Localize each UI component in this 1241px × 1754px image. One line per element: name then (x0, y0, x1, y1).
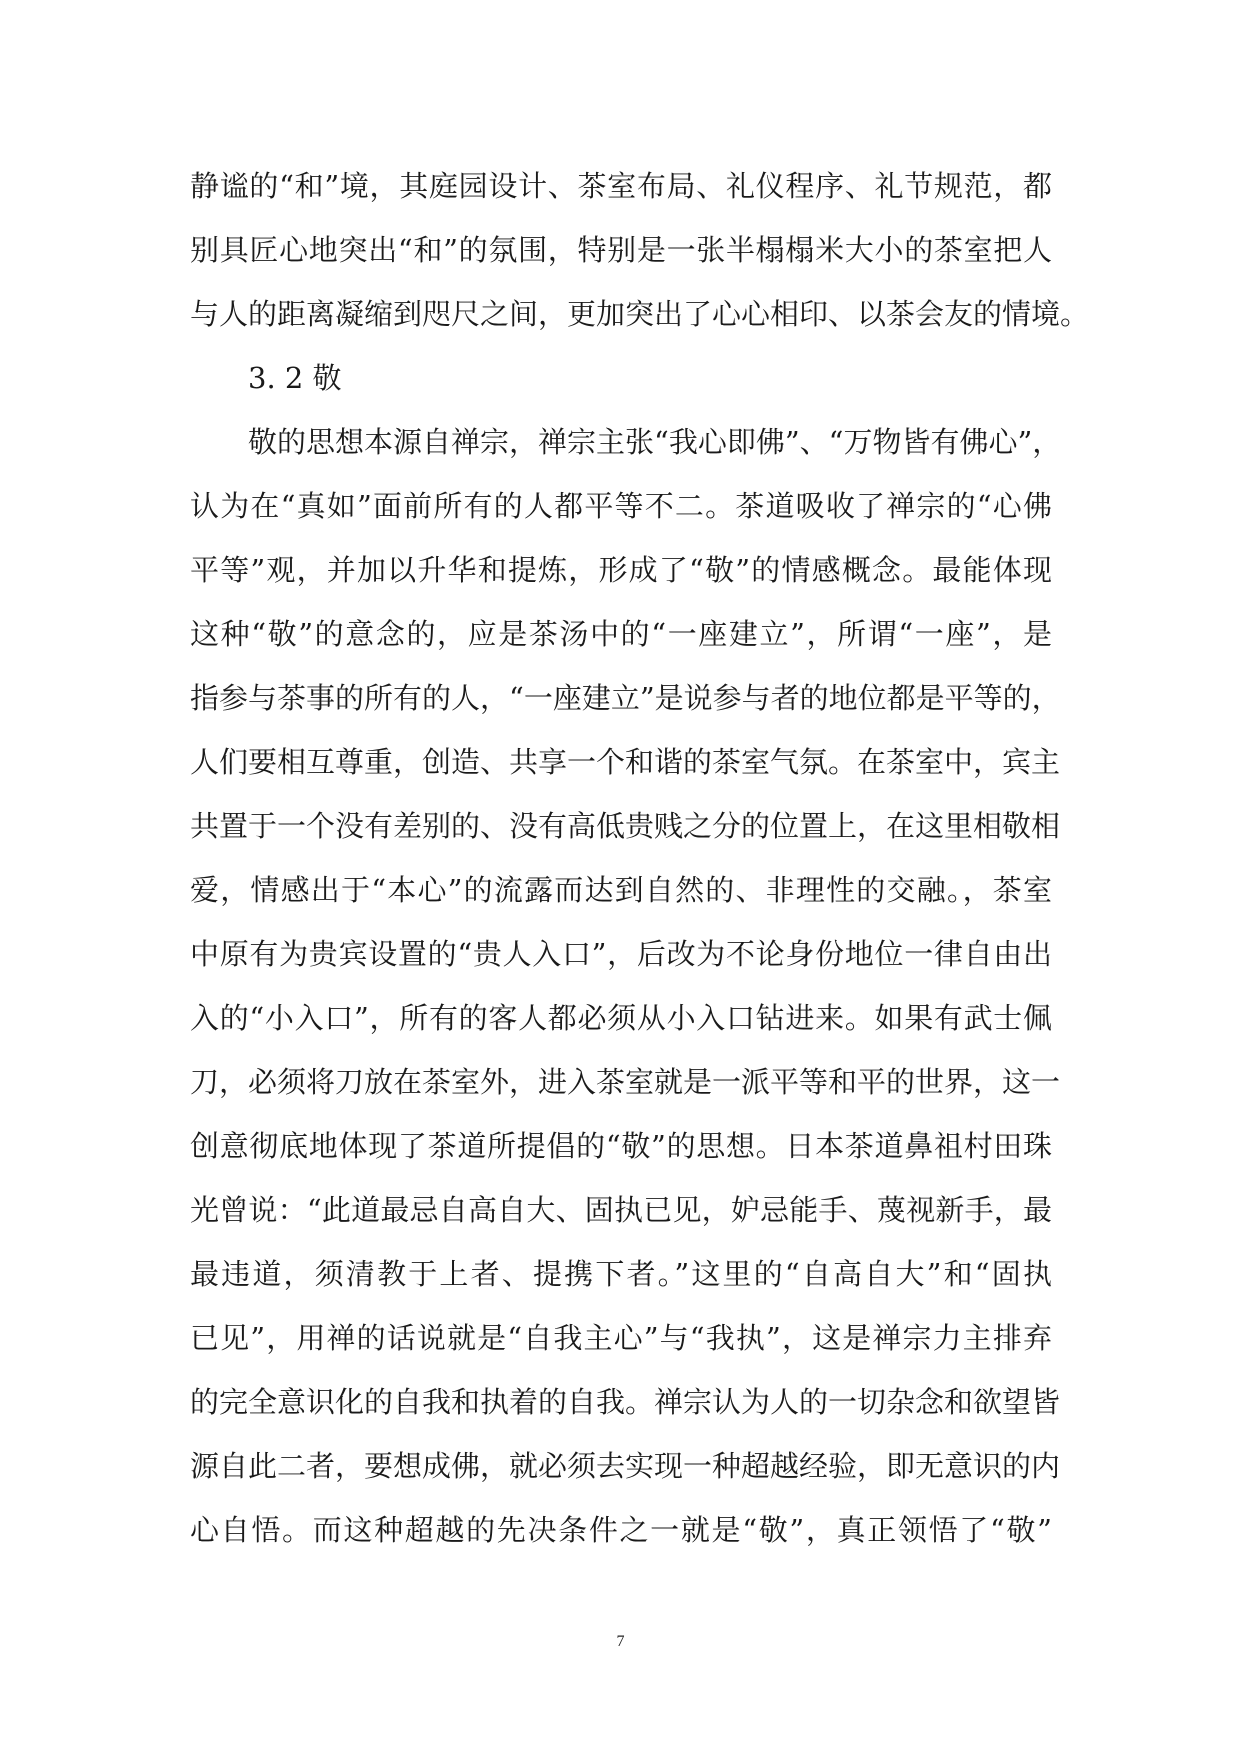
text-line: 已见”，用禅的话说就是“自我主心”与“我执”，这是禅宗力主排弃 (190, 1321, 1052, 1355)
text-line: 中原有为贵宾设置的“贵人入口”，后改为不论身份地位一律自由出 (190, 937, 1052, 971)
text-line: 认为在“真如”面前所有的人都平等不二。茶道吸收了禅宗的“心佛 (190, 489, 1052, 523)
body-text (190, 158, 1090, 1566)
text-line: 与人的距离凝缩到咫尺之间，更加突出了心心相印、以茶会友的情境。 (190, 297, 1090, 331)
text-line: 刀，必须将刀放在茶室外，进入茶室就是一派平等和平的世界，这一 (190, 1065, 1061, 1099)
text-line: 平等”观，并加以升华和提炼，形成了“敬”的情感概念。最能体现 (190, 553, 1052, 587)
text-line: 光曾说：“此道最忌自高自大、固执已见，妒忌能手、蔑视新手，最 (190, 1193, 1052, 1227)
text-line: 人们要相互尊重，创造、共享一个和谐的茶室气氛。在茶室中，宾主 (190, 745, 1061, 779)
text-line: 敬的思想本源自禅宗，禅宗主张“我心即佛”、“万物皆有佛心”， (248, 425, 1062, 459)
text-line: 心自悟。而这种超越的先决条件之一就是“敬”，真正领悟了“敬” (190, 1513, 1052, 1547)
text-line: 创意彻底地体现了茶道所提倡的“敬”的思想。日本茶道鼻祖村田珠 (190, 1129, 1052, 1163)
text-line: 最违道，须清教于上者、提携下者。”这里的“自高自大”和“固执 (190, 1257, 1052, 1291)
text-line: 指参与茶事的所有的人，“一座建立”是说参与者的地位都是平等的， (190, 681, 1061, 715)
text-line: 共置于一个没有差别的、没有高低贵贱之分的位置上，在这里相敬相 (190, 809, 1061, 843)
text-line: 静谧的“和”境，其庭园设计、茶室布局、礼仪程序、礼节规范，都 (190, 169, 1052, 203)
text-line: 别具匠心地突出“和”的氛围，特别是一张半榻榻米大小的茶室把人 (190, 233, 1052, 267)
text-line: 源自此二者，要想成佛，就必须去实现一种超越经验，即无意识的内 (190, 1449, 1061, 1483)
text-line: 这种“敬”的意念的，应是茶汤中的“一座建立”，所谓“一座”，是 (190, 617, 1052, 651)
section-heading: 3. 2 敬 (248, 361, 342, 395)
text-line: 入的“小入口”，所有的客人都必须从小入口钻进来。如果有武士佩 (190, 1001, 1052, 1035)
text-line: 爱，情感出于“本心”的流露而达到自然的、非理性的交融。，茶室 (190, 873, 1052, 907)
text-line: 的完全意识化的自我和执着的自我。禅宗认为人的一切杂念和欲望皆 (190, 1385, 1061, 1419)
page-number: 7 (616, 1633, 625, 1650)
